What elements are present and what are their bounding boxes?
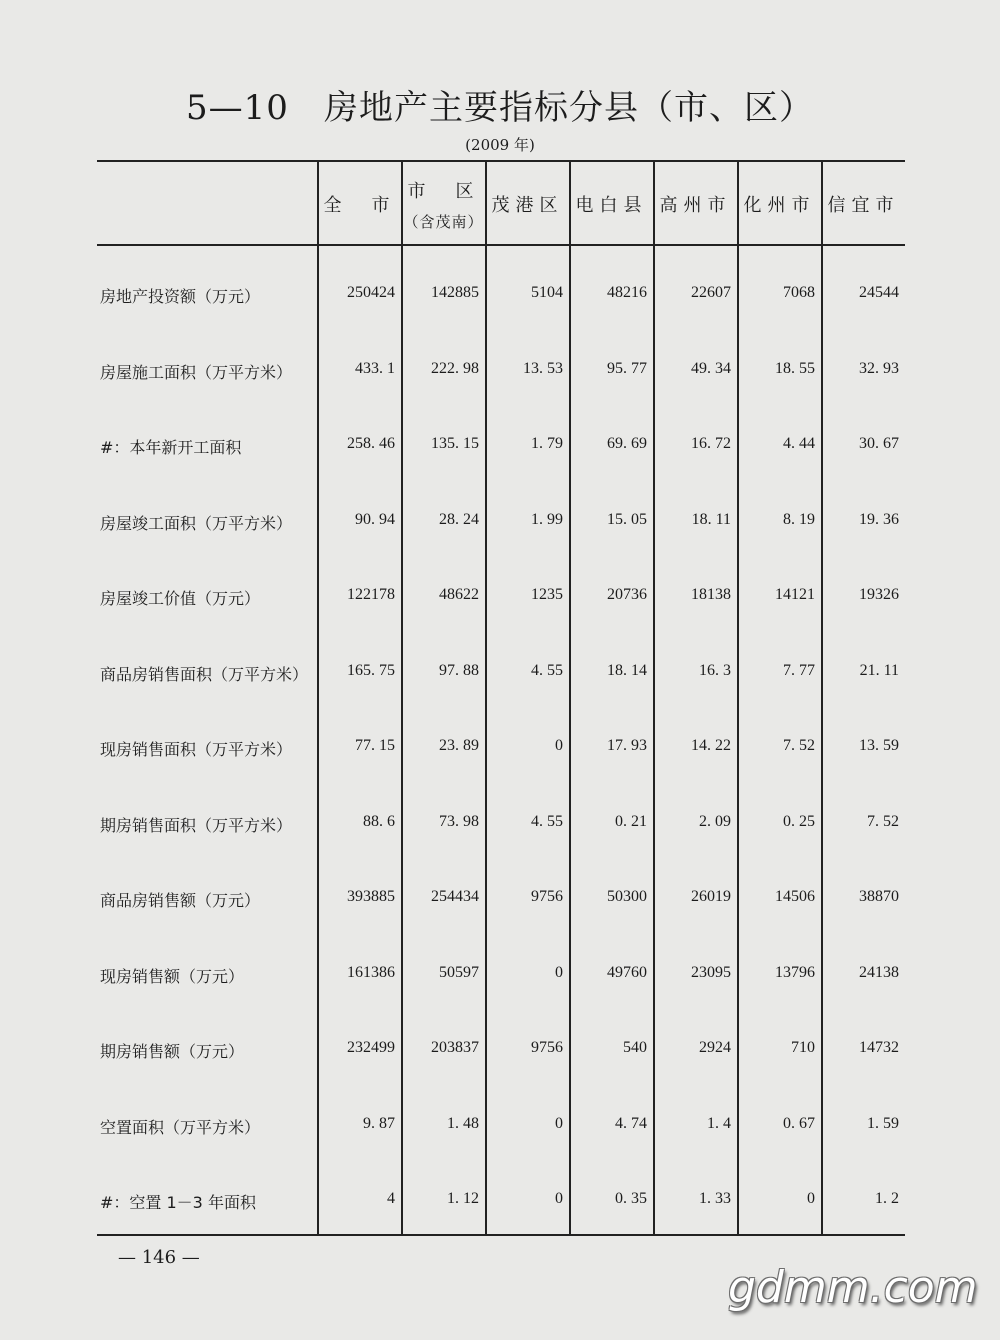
table-cell: 50300 — [607, 888, 647, 905]
row-label: 期房销售额（万元） — [100, 1042, 245, 1061]
table-cell: 90. 94 — [355, 511, 395, 528]
table-cell: 203837 — [431, 1039, 479, 1056]
table-cell: 1235 — [531, 586, 563, 603]
table-cell: 16. 3 — [699, 662, 731, 679]
table-cell: 32. 93 — [859, 360, 899, 377]
column-divider — [821, 162, 823, 1234]
row-label: 期房销售面积（万平方米） — [100, 816, 293, 835]
table-cell: 5104 — [531, 284, 563, 301]
table-cell: 24138 — [859, 964, 899, 981]
table-cell: 18. 14 — [607, 662, 647, 679]
table-cell: 49760 — [607, 964, 647, 981]
column-header-note: （含茂南） — [403, 212, 484, 231]
bottom-rule — [97, 1234, 905, 1236]
column-header-whole-city: 全 市 — [323, 195, 396, 216]
table-cell: 30. 67 — [859, 435, 899, 452]
table-cell: 14506 — [775, 888, 815, 905]
column-divider — [653, 162, 655, 1234]
table-cell: 69. 69 — [607, 435, 647, 452]
table-cell: 1. 79 — [531, 435, 563, 452]
table-cell: 19. 36 — [859, 511, 899, 528]
table-cell: 1. 99 — [531, 511, 563, 528]
table-cell: 0. 21 — [615, 813, 647, 830]
table-cell: 250424 — [347, 284, 395, 301]
table-cell: 122178 — [347, 586, 395, 603]
row-label: 商品房销售额（万元） — [100, 891, 261, 910]
table-cell: 1. 4 — [707, 1115, 731, 1132]
table-cell: 8. 19 — [783, 511, 815, 528]
column-header-dianbai: 电白县 — [575, 195, 648, 216]
column-divider — [737, 162, 739, 1234]
column-header-xinyi: 信宜市 — [827, 195, 900, 216]
table-cell: 50597 — [439, 964, 479, 981]
table-cell: 4. 74 — [615, 1115, 647, 1132]
table-cell: 1. 12 — [447, 1190, 479, 1207]
table-cell: 710 — [791, 1039, 815, 1056]
table-cell: 48622 — [439, 586, 479, 603]
table-cell: 9. 87 — [363, 1115, 395, 1132]
table-cell: 0. 67 — [783, 1115, 815, 1132]
table-cell: 4 — [387, 1190, 395, 1207]
column-divider — [401, 162, 403, 1234]
table-cell: 0. 35 — [615, 1190, 647, 1207]
table-cell: 0 — [807, 1190, 815, 1207]
table-cell: 22607 — [691, 284, 731, 301]
table-cell: 77. 15 — [355, 737, 395, 754]
table-cell: 0 — [555, 1115, 563, 1132]
table-cell: 88. 6 — [363, 813, 395, 830]
table-cell: 142885 — [431, 284, 479, 301]
table-cell: 95. 77 — [607, 360, 647, 377]
table-cell: 23. 89 — [439, 737, 479, 754]
table-cell: 97. 88 — [439, 662, 479, 679]
table-cell: 254434 — [431, 888, 479, 905]
table-cell: 13796 — [775, 964, 815, 981]
table-cell: 4. 55 — [531, 813, 563, 830]
table-cell: 18138 — [691, 586, 731, 603]
table-cell: 4. 44 — [783, 435, 815, 452]
table-cell: 14732 — [859, 1039, 899, 1056]
column-header-maogang: 茂港区 — [491, 195, 564, 216]
table-cell: 49. 34 — [691, 360, 731, 377]
table-cell: 17. 93 — [607, 737, 647, 754]
column-divider — [317, 162, 319, 1234]
table-cell: 18. 55 — [775, 360, 815, 377]
table-cell: 222. 98 — [431, 360, 479, 377]
column-header-gaozhou: 高州市 — [659, 195, 732, 216]
row-label: 空置面积（万平方米） — [100, 1118, 261, 1137]
table-cell: 232499 — [347, 1039, 395, 1056]
table-cell: 7. 52 — [783, 737, 815, 754]
table-year: (2009 年) — [465, 136, 535, 154]
table-cell: 14121 — [775, 586, 815, 603]
row-label: 房屋竣工价值（万元） — [100, 589, 261, 608]
column-header-urban-district: 市 区 （含茂南） — [403, 180, 484, 231]
row-label: 房屋施工面积（万平方米） — [100, 363, 293, 382]
table-cell: 0 — [555, 1190, 563, 1207]
row-label: 现房销售面积（万平方米） — [100, 740, 293, 759]
table-cell: 24544 — [859, 284, 899, 301]
table-cell: 393885 — [347, 888, 395, 905]
table-cell: 135. 15 — [431, 435, 479, 452]
table-cell: 13. 53 — [523, 360, 563, 377]
table-cell: 1. 2 — [875, 1190, 899, 1207]
row-label: #：本年新开工面积 — [100, 438, 242, 457]
table-cell: 26019 — [691, 888, 731, 905]
table-cell: 1. 59 — [867, 1115, 899, 1132]
table-cell: 18. 11 — [691, 511, 731, 528]
table-cell: 38870 — [859, 888, 899, 905]
table-cell: 19326 — [859, 586, 899, 603]
column-header-huazhou: 化州市 — [743, 195, 816, 216]
table-cell: 0 — [555, 964, 563, 981]
table-cell: 20736 — [607, 586, 647, 603]
table-cell: 2. 09 — [699, 813, 731, 830]
table-cell: 73. 98 — [439, 813, 479, 830]
table-cell: 433. 1 — [355, 360, 395, 377]
table-cell: 16. 72 — [691, 435, 731, 452]
top-rule — [97, 160, 905, 162]
table-cell: 165. 75 — [347, 662, 395, 679]
table-cell: 13. 59 — [859, 737, 899, 754]
table-cell: 540 — [623, 1039, 647, 1056]
table-cell: 14. 22 — [691, 737, 731, 754]
table-cell: 7. 77 — [783, 662, 815, 679]
row-label: 房屋竣工面积（万平方米） — [100, 514, 293, 533]
table-cell: 161386 — [347, 964, 395, 981]
row-label: #：空置 1－3 年面积 — [100, 1193, 256, 1212]
table-cell: 7. 52 — [867, 813, 899, 830]
table-cell: 28. 24 — [439, 511, 479, 528]
table-cell: 0 — [555, 737, 563, 754]
table-cell: 1. 33 — [699, 1190, 731, 1207]
header-rule — [97, 244, 905, 246]
table-cell: 23095 — [691, 964, 731, 981]
column-divider — [569, 162, 571, 1234]
table-cell: 2924 — [699, 1039, 731, 1056]
row-label: 现房销售额（万元） — [100, 967, 245, 986]
page-number: — 146 — — [118, 1247, 200, 1268]
table-cell: 15. 05 — [607, 511, 647, 528]
row-label: 房地产投资额（万元） — [100, 287, 261, 306]
site-watermark: gdmm.com — [728, 1262, 978, 1313]
table-cell: 4. 55 — [531, 662, 563, 679]
table-cell: 9756 — [531, 888, 563, 905]
table-cell: 7068 — [783, 284, 815, 301]
table-cell: 48216 — [607, 284, 647, 301]
table-cell: 258. 46 — [347, 435, 395, 452]
table-title: 5—10 房地产主要指标分县（市、区） — [186, 88, 814, 128]
table-cell: 0. 25 — [783, 813, 815, 830]
row-label: 商品房销售面积（万平方米） — [100, 665, 309, 684]
column-divider — [485, 162, 487, 1234]
table-cell: 21. 11 — [859, 662, 899, 679]
table-cell: 1. 48 — [447, 1115, 479, 1132]
table-cell: 9756 — [531, 1039, 563, 1056]
